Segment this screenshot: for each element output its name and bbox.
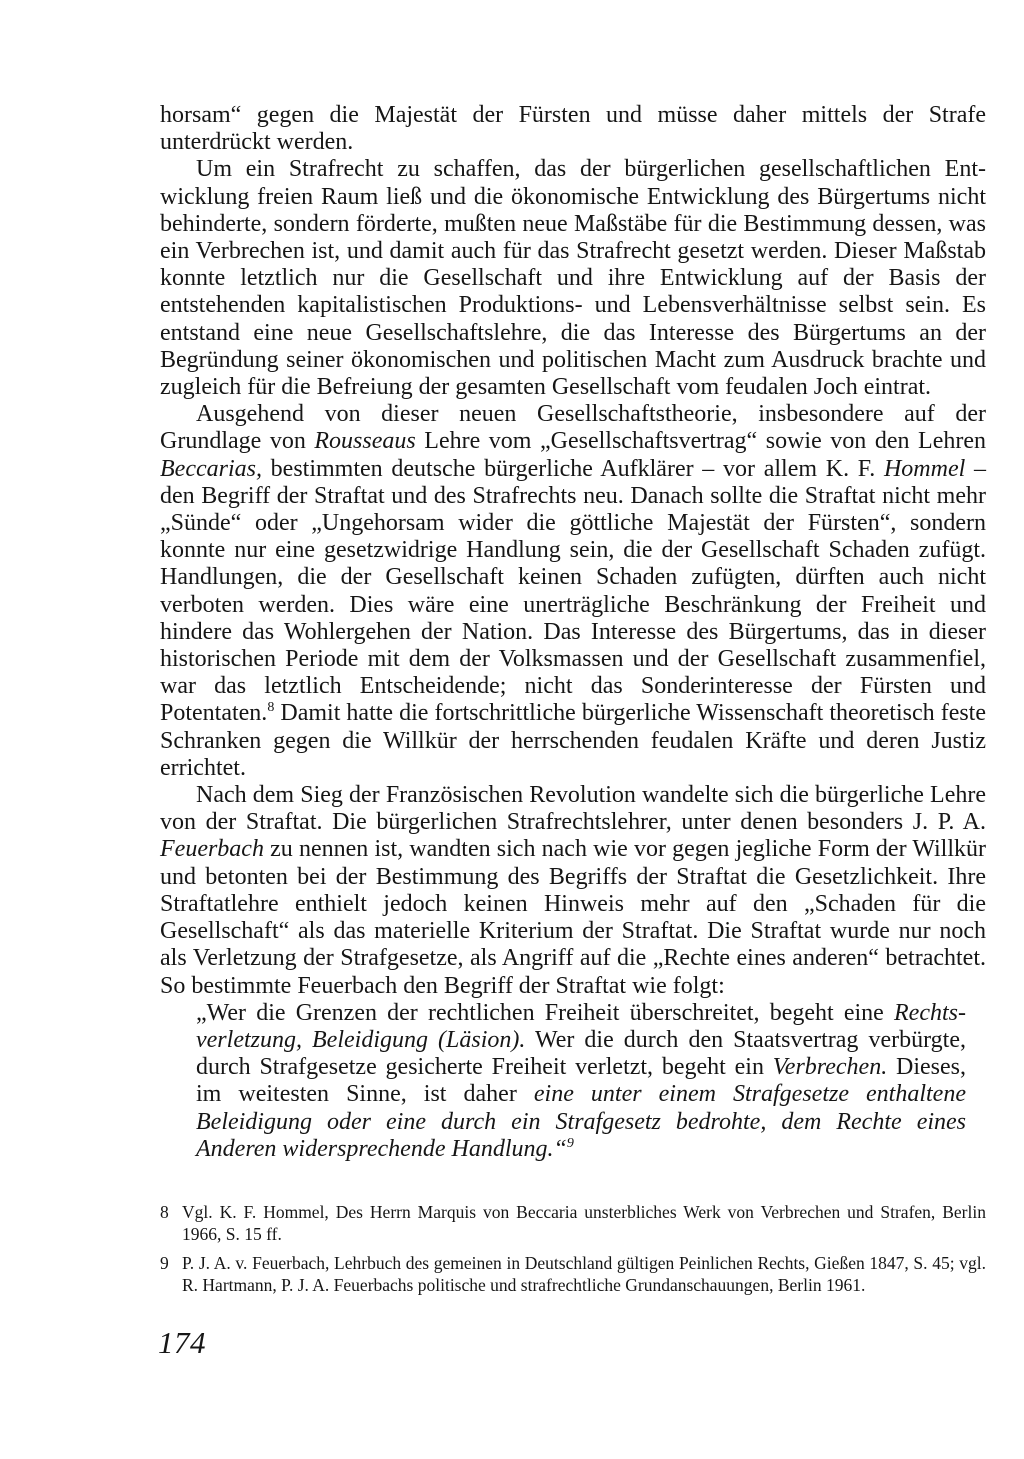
emphasis: Hommel [883, 455, 966, 482]
footnote-9 [160, 1252, 986, 1297]
paragraph-5 [196, 1000, 966, 1163]
text-run: Ausgehend von dieser neuen Gesellschaftstheorie, insbesondere auf der Grundlage von [160, 401, 986, 455]
text-run: „Wer die Grenzen der rechtlichen Freiheit überschreitet, begeht eine [196, 999, 895, 1026]
emphasis: Rechtsverletzung, Beleidigung (Läsion). [196, 999, 966, 1053]
text-run: zu nennen ist, wandten sich nach wie vor gegen jegliche Form der Willkür und betonten bei der Bestimmung des Begriffs der Straftat die Gesetzlichkeit. Ihre Straftatlehre enthielt jedoch keinen Hinweis mehr auf den „Schaden für die Gesellschaft“ als das materielle Kriterium der Straftat. Die Straftat wurde nur noch als Verletzung der Strafgesetze, als Angriff auf die „Rechte eines anderen“ betrachtet. So bestimmte Feuerbach den Begriff der Straftat wie folgt: [160, 836, 986, 999]
body-text [160, 102, 986, 1163]
paragraph-2 [160, 156, 986, 401]
text-run: – den Begriff der Straftat und des Strafrechts neu. Danach sollte die Straftat nicht mehr „Sünde“ oder „Ungehorsam wider die göttliche Majestät der Fürsten“, sondern konnte nur eine gesetzwidrige Handlung sein, die der Gesellschaft Schaden zufügt. Handlungen, die der Gesellschaft keinen Schaden zufügten, dürften auch nicht verboten werden. Dies wäre eine unerträgliche Beschränkung der Freiheit und hindere das Wohlergehen der Nation. Das Interesse des Bürgertums, das in dieser historischen Periode mit dem der Volksmassen und der Gesellschaft zusammenfiel, war das letztlich Entscheidende; nicht das Sonderinteresse der Fürsten und Potentaten. [160, 455, 986, 727]
text-run: bestimmten deutsche bürgerliche Aufklärer – vor allem K. F. [261, 455, 884, 482]
text-run: Um ein Strafrecht zu schaffen, das der bürgerlichen gesellschaftlichen Entwicklung freien Raum ließ und die ökonomische Entwicklung des Bürgertums nicht behinderte, sondern förderte, mußten neue Maßstäbe für die Bestimmung dessen, was ein Verbrechen ist, und damit auch für das Strafrecht gesetzt werden. Dieser Maßstab konnte letztlich nur die Gesellschaft und ihre Entwicklung auf der Basis der entstehenden kapitalistischen Produktions- und Lebensverhältnisse selbst sein. Es entstand eine neue Gesellschaftslehre, die das Interesse des Bürgertums an der Begründung seiner ökonomischen und politischen Macht zum Ausdruck brachte und zugleich für die Befreiung der gesamten Gesellschaft vom feudalen Joch eintrat. [160, 156, 986, 401]
text-run: Lehre vom „Gesellschaftsvertrag“ sowie von den Lehren [415, 428, 986, 455]
text-run: Damit hatte die fortschrittliche bürgerliche Wissenschaft theoretisch feste Schranken gegen die Willkür der herrschenden feudalen Kräfte und deren Justiz errichtet. [160, 700, 986, 781]
text-run: Nach dem Sieg der Französischen Revolution wandelte sich die bürgerliche Lehre von der Straftat. Die bürgerlichen Strafrechtslehrer, unter denen besonders J. P. A. [160, 782, 986, 836]
text-run: horsam“ gegen die Majestät der Fürsten und müsse daher mittels der Strafe unterdrückt werden. [160, 102, 986, 156]
emphasis: Feuerbach [160, 836, 264, 863]
footnote-number: 9 [160, 1252, 169, 1273]
paragraph-1 [160, 102, 986, 156]
emphasis: Beccarias, [160, 455, 262, 482]
page-content [160, 102, 986, 1303]
footnote-text: Vgl. K. F. Hommel, Des Herrn Marquis von Beccaria unsterbliches Werk von Verbrechen und Strafen, Berlin 1966, S. 15 ff. [182, 1201, 986, 1245]
footnote-text: P. J. A. v. Feuerbach, Lehrbuch des gemeinen in Deutschland gültigen Peinlichen Rechts, Gießen 1847, S. 45; vgl. R. Hartmann, P. J. A. Feuerbachs politische und strafrechtliche Grundanschauungen, Berlin 1961. [182, 1252, 986, 1296]
footnote-ref: 8 [267, 700, 275, 716]
footnotes [160, 1201, 986, 1297]
paragraph-3 [160, 401, 986, 782]
text-run: Dieses, im weitesten Sinne, ist daher [196, 1054, 967, 1108]
page-number: 174 [158, 1325, 206, 1360]
paragraph-4 [160, 782, 986, 1000]
text-run: Wer die durch den Staatsvertrag verbürgte, durch Strafgesetze gesicherte Freiheit verletzt, begeht ein [196, 1026, 966, 1081]
emphasis: Rousseaus [314, 428, 416, 455]
footnote-8 [160, 1201, 986, 1246]
footnote-ref: 9 [566, 1135, 574, 1151]
emphasis: Verbrechen. [772, 1054, 888, 1081]
emphasis: eine unter einem Strafgesetze enthaltene Beleidigung oder eine durch ein Strafgesetz bedrohte, dem Rechte eines Anderen widersprechende Handlung.“ [196, 1081, 966, 1162]
footnote-number: 8 [160, 1201, 169, 1222]
